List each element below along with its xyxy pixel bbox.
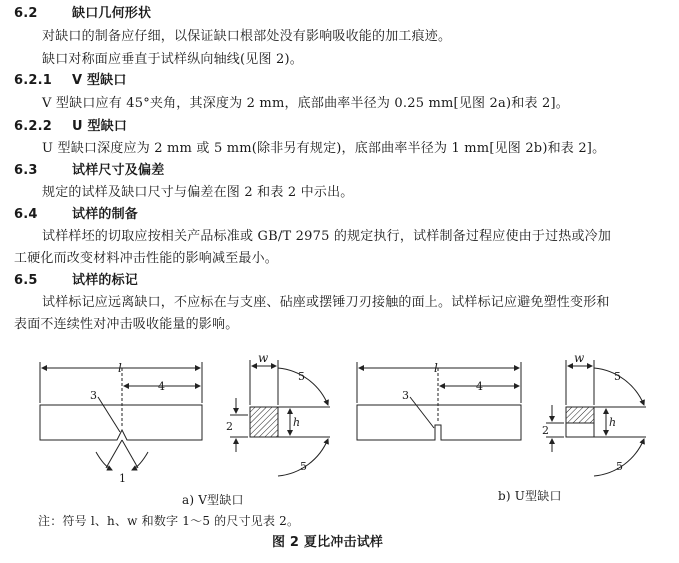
section-title: 试样的制备 (72, 207, 139, 222)
u-notch-cross-section (546, 360, 646, 476)
paragraph-line: 试样样坯的切取应按相关产品标准或 GB/T 2975 的规定执行，试样制备过程应使由于过热或冷加 (42, 229, 612, 244)
dim-h-label: h (293, 416, 301, 429)
dim-2-label: 2 (542, 424, 549, 437)
section-title: 缺口几何形状 (72, 6, 152, 21)
dim-l-label: l (434, 361, 438, 375)
section-title: 试样尺寸及偏差 (72, 163, 165, 178)
notch-3-label: 3 (402, 389, 409, 402)
section-heading-6-2 (14, 6, 151, 22)
section-title: V 型缺口 (72, 73, 127, 88)
paragraph-line: 表面不连续性对冲击吸收能量的影响。 (14, 317, 239, 332)
paragraph-line: 试样标记应远离缺口，不应标在与支座、砧座或摆锤刀刃接触的面上。试样标记应避免塑性变形和 (42, 295, 610, 310)
radius-5-label: 5 (300, 460, 307, 473)
dim-l-label: l (118, 361, 122, 375)
u-notch-side-view (357, 362, 521, 440)
dim-2-label: 2 (226, 420, 233, 433)
figure-note: 注：符号 l、h、w 和数字 1～5 的尺寸见表 2。 (38, 514, 300, 528)
section-number: 6.4 (14, 207, 38, 222)
dim-w-label: w (258, 351, 269, 365)
v-notch-side-view (40, 362, 202, 470)
v-notch-cross-section (230, 360, 330, 476)
caption-u-notch: b) U型缺口 (498, 489, 562, 503)
section-heading-6-5 (14, 273, 138, 289)
section-heading-6-4 (14, 207, 138, 223)
paragraph-line: 规定的试样及缺口尺寸与偏差在图 2 和表 2 中示出。 (42, 185, 354, 200)
paragraph-line: 对缺口的制备应仔细，以保证缺口根部处没有影响吸收能的加工痕迹。 (42, 29, 452, 44)
radius-5-label: 5 (616, 460, 623, 473)
radius-5-label: 5 (298, 370, 305, 383)
paragraph-line: V 型缺口应有 45°夹角，其深度为 2 mm，底部曲率半径为 0.25 mm[见图 2a)和表 2]。 (42, 96, 569, 111)
caption-v-notch: a) V型缺口 (182, 493, 244, 507)
dim-w-label: w (574, 351, 585, 365)
paragraph-line: 缺口对称面应垂直于试样纵向轴线(见图 2)。 (42, 52, 303, 67)
section-number: 6.2 (14, 6, 38, 21)
dim-h-label: h (609, 416, 617, 429)
paragraph-line: U 型缺口深度应为 2 mm 或 5 mm(除非另有规定)，底部曲率半径为 1 mm[见图 2b)和表 2]。 (42, 141, 606, 156)
charpy-specimen-figure (0, 340, 679, 563)
radius-5-label: 5 (614, 370, 621, 383)
section-number: 6.5 (14, 273, 38, 288)
dim-4-label: 4 (476, 380, 483, 393)
paragraph-line: 工硬化而改变材料冲击性能的影响减至最小。 (14, 251, 279, 266)
section-number: 6.2.2 (14, 119, 53, 134)
section-title: 试样的标记 (72, 273, 139, 288)
dim-4-label: 4 (158, 380, 165, 393)
section-number: 6.2.1 (14, 73, 53, 88)
section-number: 6.3 (14, 163, 38, 178)
section-heading-6-2-1 (14, 73, 127, 89)
section-title: U 型缺口 (72, 119, 128, 134)
angle-1-label: 1 (119, 472, 126, 485)
figure-title: 图 2 夏比冲击试样 (272, 535, 384, 550)
section-heading-6-3 (14, 163, 164, 179)
notch-3-label: 3 (90, 389, 97, 402)
section-heading-6-2-2 (14, 119, 127, 135)
